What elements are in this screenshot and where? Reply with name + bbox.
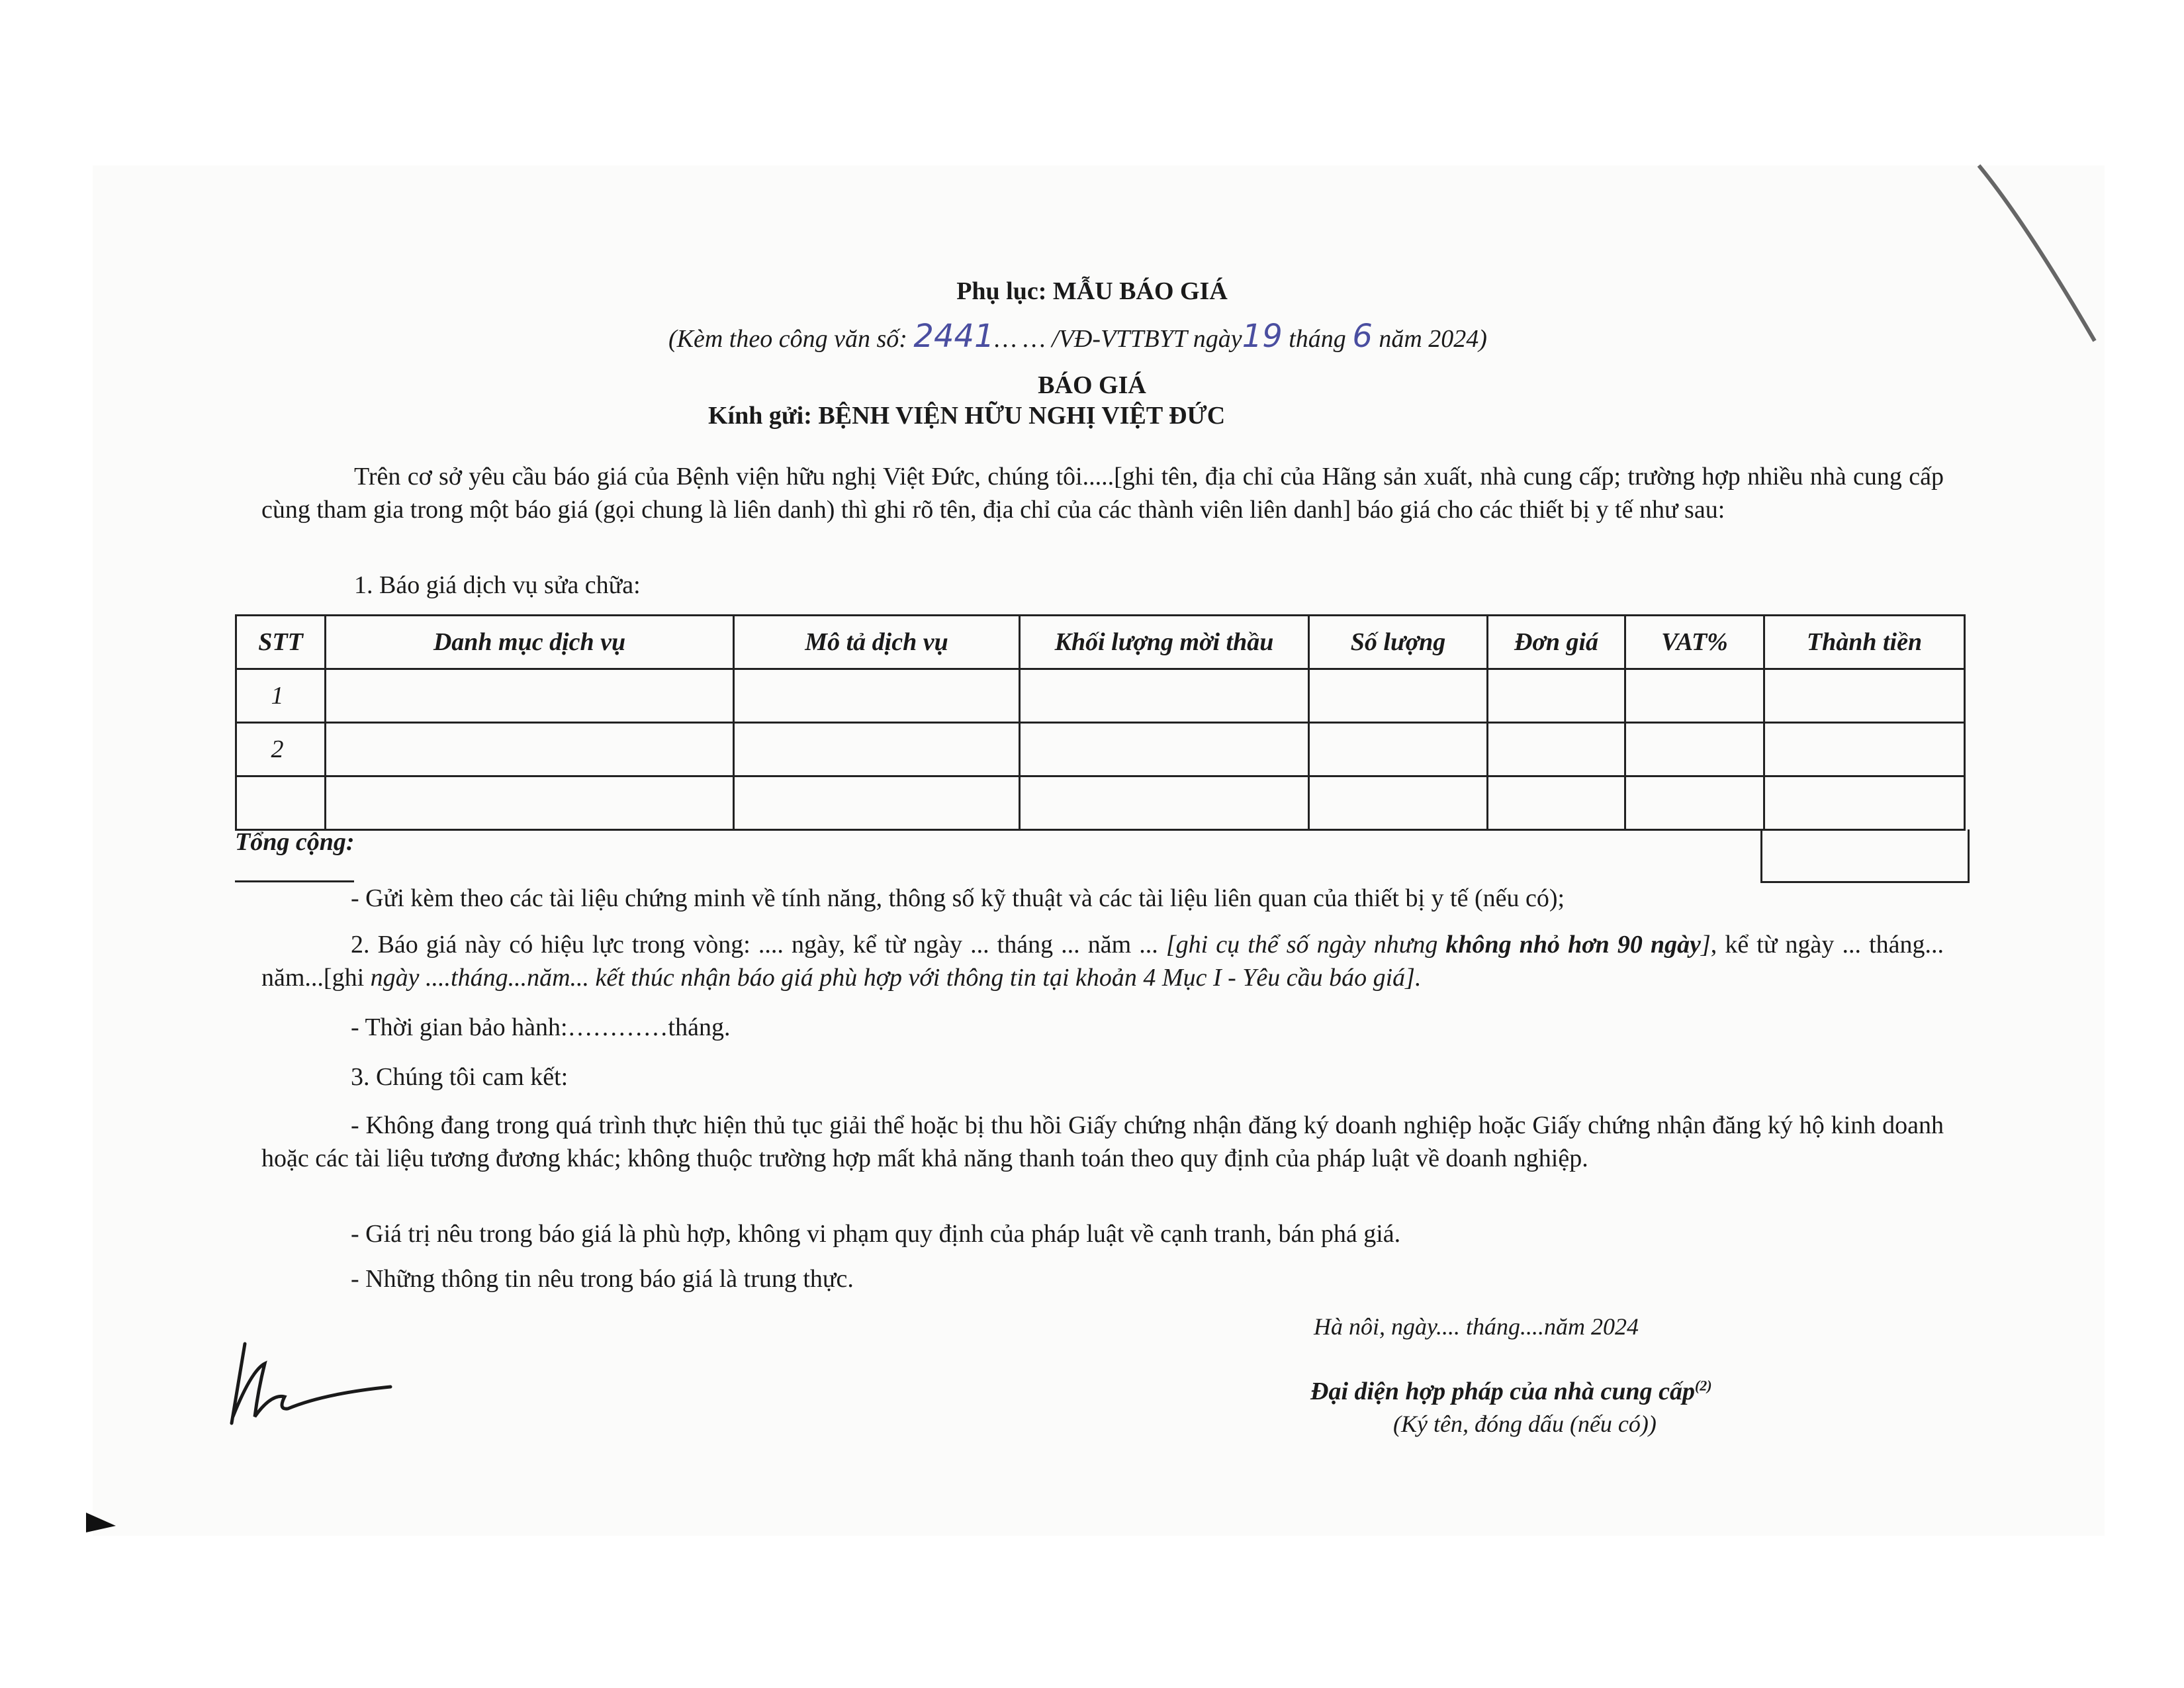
col-header-quantity: Số lượng xyxy=(1309,616,1488,669)
warranty-line: - Thời gian bảo hành:…………tháng. xyxy=(351,1013,731,1041)
col-header-vat: VAT% xyxy=(1625,616,1764,669)
table-cell-stt: 2 xyxy=(236,723,326,776)
commitment-1-text: - Không đang trong quá trình thực hiện thủ tục giải thể hoặc bị thu hồi Giấy chứng nhận đăng ký doanh nghiệp hoặc Giấy chứng nhận đăng ký hộ kinh doanh hoặc các tài liệu tương đương khác; không thuộc trường hợp mất khả năng thanh toán theo quy định của pháp luật về doanh nghiệp. xyxy=(261,1111,1944,1172)
table-row xyxy=(236,776,1965,830)
table-cell xyxy=(1020,669,1309,723)
table-cell xyxy=(734,669,1020,723)
table-cell xyxy=(1309,723,1488,776)
col-header-unit-price: Đơn giá xyxy=(1488,616,1625,669)
table-cell xyxy=(326,669,734,723)
table-row xyxy=(236,669,1965,723)
ref-number-handwritten: 2441 xyxy=(913,318,995,355)
commitment-3: - Những thông tin nêu trong báo giá là trung thực. xyxy=(351,1265,854,1293)
ref-day-handwritten: 19 xyxy=(1242,318,1283,355)
table-cell xyxy=(734,723,1020,776)
scan-corner-mark xyxy=(86,1509,119,1536)
table-cell xyxy=(1020,723,1309,776)
table-row xyxy=(236,723,1965,776)
col-header-service-list: Danh mục dịch vụ xyxy=(326,616,734,669)
table-cell xyxy=(1764,669,1965,723)
section-3-title: 3. Chúng tôi cam kết: xyxy=(351,1063,569,1091)
validity-italic-2: ] xyxy=(1700,931,1711,959)
representative-title xyxy=(1310,1377,1712,1406)
col-header-bid-volume: Khối lượng mời thầu xyxy=(1020,616,1309,669)
validity-italic-3: ngày ....tháng...năm... kết thúc nhận báo giá phù hợp với thông tin tại khoản 4 Mục I - Yêu cầu báo giá]. xyxy=(370,964,1422,992)
ref-middle: … … /VĐ-VTTBYT ngày xyxy=(994,325,1242,353)
validity-italic-1: [ghi cụ thể số ngày nhưng xyxy=(1165,931,1446,959)
table-cell xyxy=(1309,776,1488,830)
table-cell-stt xyxy=(236,776,326,830)
ref-month-label: tháng xyxy=(1282,325,1353,353)
appendix-prefix: Phụ lục: xyxy=(956,277,1053,305)
place-date: Hà nôi, ngày.... tháng....năm 2024 xyxy=(1314,1313,1639,1340)
validity-minimum-days: không nhỏ hơn 90 ngày xyxy=(1445,931,1701,959)
table-cell xyxy=(1764,776,1965,830)
table-cell xyxy=(1488,776,1625,830)
scan-edge-line xyxy=(1972,162,2105,361)
commitment-2: - Giá trị nêu trong báo giá là phù hợp, không vi phạm quy định của pháp luật về cạnh tranh, bán phá giá. xyxy=(351,1220,1401,1248)
recipient-line: Kính gửi: BỆNH VIỆN HỮU NGHỊ VIỆT ĐỨC xyxy=(708,402,1226,430)
reference-line xyxy=(668,318,1487,355)
attachment-note: - Gửi kèm theo các tài liệu chứng minh về tính năng, thông số kỹ thuật và các tài liệu liên quan của thiết bị y tế (nếu có); xyxy=(351,884,1565,912)
total-label: Tổng cộng: xyxy=(235,828,355,856)
total-amount-cell xyxy=(1760,829,1970,883)
validity-text-start: 2. Báo giá này có hiệu lực trong vòng: .... ngày, kể từ ngày ... tháng ... năm ... xyxy=(351,931,1166,959)
intro-paragraph xyxy=(261,460,1944,526)
ref-prefix: (Kèm theo công văn số: xyxy=(668,325,914,353)
table-cell xyxy=(1625,776,1764,830)
table-cell xyxy=(326,776,734,830)
commitment-1 xyxy=(261,1109,1944,1175)
validity-text-mid: , kể từ ngày ... tháng... năm...[ghi xyxy=(261,931,1944,992)
table-cell xyxy=(326,723,734,776)
table-header-row xyxy=(236,616,1965,669)
table-cell xyxy=(1625,669,1764,723)
representative-footnote: (2) xyxy=(1694,1377,1712,1394)
validity-paragraph xyxy=(261,928,1944,994)
table-cell xyxy=(1020,776,1309,830)
document-title: BÁO GIÁ xyxy=(1038,371,1146,399)
table-cell xyxy=(1488,723,1625,776)
quote-table xyxy=(235,614,1966,831)
table-cell xyxy=(1764,723,1965,776)
col-header-stt: STT xyxy=(236,616,326,669)
col-header-amount: Thành tiền xyxy=(1764,616,1965,669)
appendix-title: MẪU BÁO GIÁ xyxy=(1052,277,1228,305)
section-1-title: 1. Báo giá dịch vụ sửa chữa: xyxy=(354,571,641,599)
ref-suffix: năm 2024) xyxy=(1372,325,1487,353)
table-cell xyxy=(1309,669,1488,723)
table-cell xyxy=(1488,669,1625,723)
appendix-heading xyxy=(0,277,2184,306)
sign-note: (Ký tên, đóng dấu (nếu có)) xyxy=(1393,1411,1657,1437)
representative-text: Đại diện hợp pháp của nhà cung cấp xyxy=(1310,1378,1695,1405)
table-cell xyxy=(1625,723,1764,776)
ref-month-handwritten: 6 xyxy=(1352,318,1373,355)
handwritten-signature xyxy=(225,1331,410,1436)
table-cell xyxy=(734,776,1020,830)
intro-text: Trên cơ sở yêu cầu báo giá của Bệnh viện hữu nghị Việt Đức, chúng tôi.....[ghi tên, địa chỉ của Hãng sản xuất, nhà cung cấp; trường hợp nhiều nhà cung cấp cùng tham gia trong một báo giá (gọi chung là liên danh) thì ghi rõ tên, địa chỉ của các thành viên liên danh] báo giá cho các thiết bị y tế như sau: xyxy=(261,463,1944,524)
table-cell-stt: 1 xyxy=(236,669,326,723)
col-header-service-desc: Mô tả dịch vụ xyxy=(734,616,1020,669)
total-label-underline xyxy=(235,880,354,882)
